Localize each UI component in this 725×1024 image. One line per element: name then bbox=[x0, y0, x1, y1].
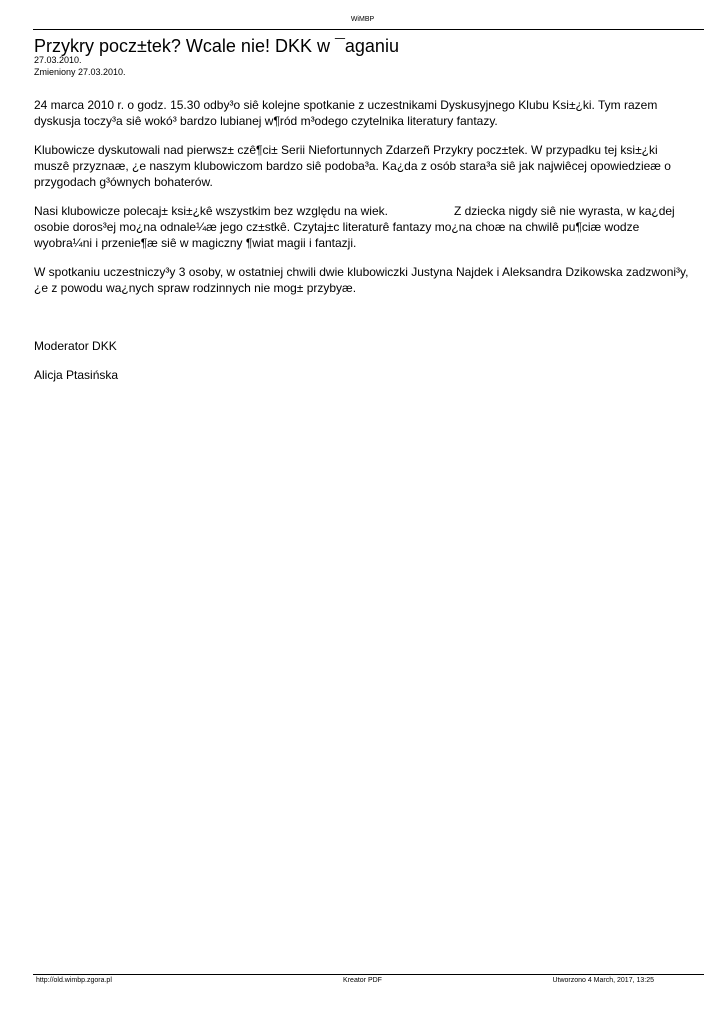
footer-divider bbox=[33, 974, 704, 975]
signature-name: Alicja Ptasińska bbox=[34, 368, 119, 382]
header-divider bbox=[33, 29, 704, 30]
paragraph-3-part-1: Nasi klubowicze polecaj± ksi±¿kê wszystkim bez względu na wiek. bbox=[34, 204, 388, 218]
article-title: Przykry pocz±tek? Wcale nie! DKK w ¯aganiu bbox=[34, 36, 399, 56]
paragraph-3-part-2: Z dziecka nigdy siê nie wyrasta, w ka¿dej osobie doros³ej mo¿na odnale¼æ jego cz±stkê. Czytaj±c literaturê fantazy mo¿na choæ na chwilê pu¶ciæ wodze wyobra¼ni i przenie¶æ siê w magiczny ¶wiat magii i fantazji. bbox=[34, 204, 675, 250]
paragraph-2: Klubowicze dyskutowali nad pierwsz± czê¶ci± Serii Niefortunnych Zdarzeñ Przykry pocz±tek. W przypadku tej ksi±¿ki muszê przyznaæ, ¿e naszym klubowiczom bardzo siê podoba³a. Ka¿da z osób stara³a siê jak najwiêcej opowiedzieæ o przygodach g³ównych bohaterów. bbox=[34, 143, 671, 189]
footer-created-date: Utworzono 4 March, 2017, 13:25 bbox=[552, 977, 654, 984]
signature-role: Moderator DKK bbox=[34, 339, 117, 353]
paragraph-1: 24 marca 2010 r. o godz. 15.30 odby³o siê kolejne spotkanie z uczestnikami Dyskusyjnego Klubu Ksi±¿ki. Tym razem dyskusja toczy³a siê wokó³ bardzo lubianej w¶ród m³odego czytelnika literatury fantazy. bbox=[34, 98, 658, 128]
paragraph-4: W spotkaniu uczestniczy³y 3 osoby, w ostatniej chwili dwie klubowiczki Justyna Najdek i Aleksandra Dzikowska zadzwoni³y, ¿e z powodu wa¿nych spraw rodzinnych nie mog± przybyæ. bbox=[34, 265, 689, 295]
article-body bbox=[34, 97, 694, 309]
article-modified-date: Zmieniony 27.03.2010. bbox=[34, 67, 126, 77]
paragraph-3 bbox=[34, 203, 694, 251]
footer-generator: Kreator PDF bbox=[343, 977, 382, 984]
footer-url: http://old.wimbp.zgora.pl bbox=[36, 977, 112, 984]
header-site-name: WiMBP bbox=[350, 16, 375, 23]
article-date: 27.03.2010. bbox=[34, 55, 82, 65]
